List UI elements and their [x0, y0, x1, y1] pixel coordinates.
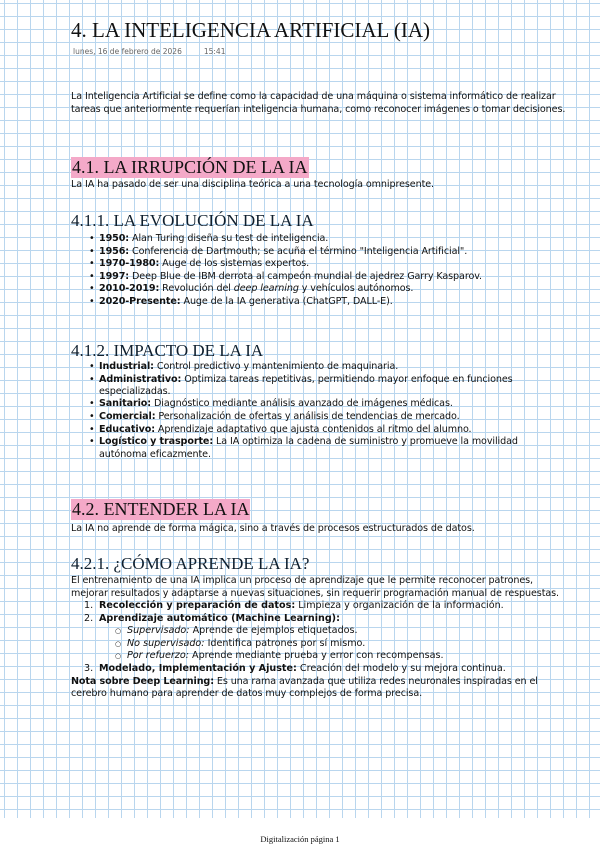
- list-item: • Administrativo: Optimiza tareas repetitivas, permitiendo mayor enfoque en funciones especializadas.: [99, 374, 566, 399]
- step-item: 2. Aprendizaje automático (Machine Learning):: [84, 612, 340, 624]
- list-item: • Sanitario: Diagnóstico mediante análisis avanzado de imágenes médicas.: [99, 398, 566, 411]
- list-item: • 1997: Deep Blue de IBM derrota al campeón mundial de ajedrez Garry Kasparov.: [99, 271, 566, 284]
- section-heading-4-1-2: 4.1.2. IMPACTO DE LA IA: [71, 341, 264, 360]
- step-item: 1. Recolección y preparación de datos: Limpieza y organización de la información.: [84, 600, 504, 611]
- section-heading-4-1-1: 4.1.1. LA EVOLUCIÓN DE LA IA: [71, 211, 314, 230]
- learning-steps-cont: [71, 663, 566, 676]
- page-time: 15:41: [203, 47, 226, 56]
- list-item: • 2010-2019: Revolución del deep learning y vehículos autónomos.: [99, 283, 566, 296]
- list-item: • 1956: Conferencia de Dartmouth; se acuña el término "Inteligencia Artificial".: [99, 246, 566, 259]
- section-4-2-text: La IA no aprende de forma mágica, sino a través de procesos estructurados de datos.: [71, 523, 475, 534]
- step-item: 3. Modelado, Implementación y Ajuste: Creación del modelo y su mejora continua.: [84, 662, 506, 674]
- list-item: • Industrial: Control predictivo y mantenimiento de maquinaria.: [99, 361, 566, 374]
- section-heading-4-1: 4.1. LA IRRUPCIÓN DE LA IA: [72, 157, 308, 177]
- learning-section: [71, 575, 566, 701]
- list-item: • Logístico y trasporte: La IA optimiza la cadena de suministro y promueve la movilidad autónoma eficazmente.: [99, 436, 566, 461]
- section-heading-4-2-1: 4.2.1. ¿CÓMO APRENDE LA IA?: [71, 554, 310, 573]
- list-item: • 1970-1980: Auge de los sistemas expertos.: [99, 258, 566, 271]
- learning-intro: El entrenamiento de una IA implica un proceso de aprendizaje que le permite reconocer patrones, mejorar resultados y adaptarse a nuevas situaciones, sin requerir programación manual de respuestas.: [71, 575, 559, 599]
- page-date: lunes, 16 de febrero de 2026: [73, 47, 182, 56]
- page-title: 4. LA INTELIGENCIA ARTIFICIAL (IA): [71, 18, 430, 42]
- page-footer: Digitalización página 1: [260, 834, 340, 844]
- list-item: • 2020-Presente: Auge de la IA generativa (ChatGPT, DALL-E).: [99, 296, 566, 309]
- learning-types-list: [71, 625, 566, 663]
- deep-learning-note: Nota sobre Deep Learning: Es una rama avanzada que utiliza redes neuronales inspiradas en el cerebro humano para aprender de datos muy complejos de forma precisa.: [71, 675, 538, 700]
- evolution-list: [71, 233, 566, 309]
- list-item: • 1950: Alan Turing diseña su test de inteligencia.: [99, 233, 566, 246]
- section-4-1-text: La IA ha pasado de ser una disciplina teórica a una tecnología omnipresente.: [71, 179, 434, 190]
- learning-steps: [71, 600, 566, 625]
- sub-list-item: ○ Supervisado: Aprende de ejemplos etiquetados.: [127, 625, 566, 638]
- sub-list-item: ○ No supervisado: Identifica patrones por sí mismo.: [127, 638, 566, 651]
- intro-paragraph: La Inteligencia Artificial se define como la capacidad de una máquina o sistema informático de realizar tareas que anteriormente requerían inteligencia humana, como reconocer imágenes o tomar decisiones.: [71, 91, 566, 115]
- list-item: • Educativo: Aprendizaje adaptativo que ajusta contenidos al ritmo del alumno.: [99, 424, 566, 437]
- list-item: • Comercial: Personalización de ofertas y análisis de tendencias de mercado.: [99, 411, 566, 424]
- section-heading-4-2: 4.2. ENTENDER LA IA: [72, 499, 250, 519]
- impact-list: [71, 361, 566, 461]
- page-timestamp: [73, 47, 225, 56]
- sub-list-item: ○ Por refuerzo: Aprende mediante prueba y error con recompensas.: [127, 650, 566, 663]
